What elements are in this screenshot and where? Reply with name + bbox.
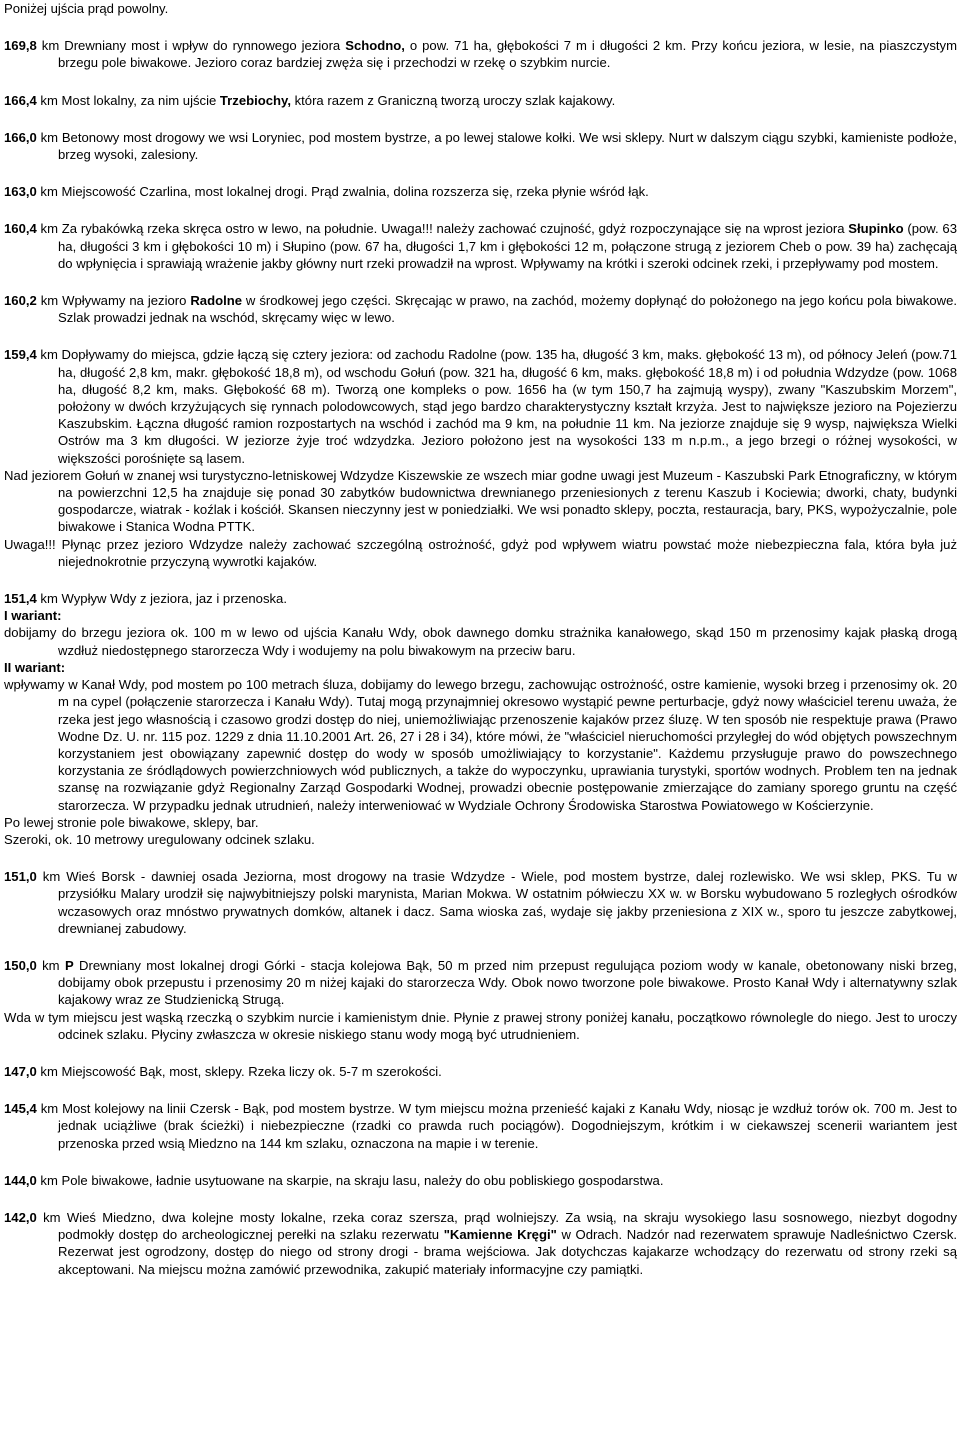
entry-bold-name: Schodno, <box>345 38 405 54</box>
entry-159-4 <box>4 346 957 570</box>
entry-bold-name: Trzebiochy, <box>219 92 291 108</box>
entry-km: 166,4 <box>4 92 37 108</box>
entry-text: (pow. 63 ha, długości 3 km i głębokości 10 m) i Słupino (pow. 67 ha, długości 1,7 km i głębokości 12 m, połączone strugą z jeziorem Cheb o pow. 39 ha) zachęcają do wpłynięcia i sprawiają wrażenie jakby główny nurt rzeki prowadził na wprost. Wpływamy na krótki i szeroki odcinek rzeki, i przepływamy pod mostem. <box>58 221 957 271</box>
entry-166-4 <box>4 92 957 109</box>
entry-bold-name: Słupinko <box>848 221 904 237</box>
entry-text: Miejscowość Czarlina, most lokalnej drogi. Prąd zwalnia, dolina rozszerza się, rzeka płynie wśród łąk. <box>57 184 649 200</box>
entry-km: 160,2 <box>4 293 37 309</box>
entry-text: o pow. 71 ha, głębokości 7 m i długości 2 km. Przy końcu jeziora, w lesie, na piaszczystym brzegu pole biwakowe. Jezioro coraz bardziej zwęża się i przechodzi w rzekę o szybkim nurcie. <box>58 38 957 71</box>
entry-text: Wieś Borsk - dawniej osada Jeziorna, most drogowy na trasie Wdzydze - Wiele, pod mostem bystrze, dalej rozlewisko. We wsi sklep, PKS. Tu w przysiółku Malary urodził się najwybitniejszy polski marynista, Marian Mokwa. W ostatnim półwieczu XX w. w Borsku wybudowano 5 rozległych ośrodków wczasowych oraz mnóstwo prywatnych domków, altanek i dacz. Sama wioska zaś, wydaje się jakby przeniesiona z XIX w., sporo tu jeszcze zabytkowej, drewnianej zabudowy. <box>58 869 957 936</box>
variant-label: II wariant: <box>4 659 66 675</box>
entry-km: 150,0 <box>4 957 37 973</box>
entry-text: Dopływamy do miejsca, gdzie łączą się cztery jeziora: od zachodu Radolne (pow. 135 ha, długość 3 km, maks. głębokość 13 m), od północy Jeleń (pow.71 ha, długość 2,8 km, makr. głębokość 18,8 m), od wschodu Gołuń (pow. 321 ha, długość 6 km, maks. głębokość 18,8 m) i od południa Wdzydze (pow. 1068 ha, długość 8,2 km, maks. Głębokość 68 m). Tworzą one kompleks o pow. 1656 ha (w tym 150,7 ha zajmują wyspy), zwany "Kaszubskim Morzem", położony w dwóch krzyżujących się rynnach polodowcowych, stąd jego bardzo charakterystyczny kształt krzyża. Jest to największe jezioro na Pojezierzu Kaszubskim. Łączna długość ramion rozpostartych na wschód i zachód ma 9 km, na południe 11 km. Na jeziorze znajduje się 9 wysp, największa Wielki Ostrów ma 3 km długości. W jeziorze żyje troć wdzydzka. Jezioro położono jest na wysokości 133 m n.p.m., a jego brzegi o różnej wysokości, w większości porośnięte są lasem. <box>57 347 958 466</box>
entry-km-unit: km <box>36 38 60 54</box>
entry-text: Most lokalny, za nim ujście <box>57 92 220 108</box>
entry-km-unit: km <box>36 1063 58 1079</box>
entry-text: Wpływamy na jezioro <box>58 293 191 309</box>
entry-km-unit: km <box>36 869 61 885</box>
entry-text: Pole biwakowe, ładnie usytuowane na skarpie, na skraju lasu, należy do obu pobliskiego gospodarstwa. <box>57 1172 664 1188</box>
entry-km-unit: km <box>36 1172 58 1188</box>
entry-text: Drewniany most i wpływ do rynnowego jeziora <box>59 38 346 54</box>
entry-km-unit: km <box>36 1101 59 1117</box>
entry-151-0 <box>4 868 957 937</box>
entry-km-unit: km <box>36 957 60 973</box>
entry-text: Drewniany most lokalnej drogi Górki - stacja kolejowa Bąk, 50 m przed nim przepust regulująca poziom wody w kanale, obetonowany niski brzeg, dobijamy obok przepustu i przenosimy 20 m niżej kajaki do starorzecza Wdy. Obok nowo tworzone pole biwakowe. Prosto Kanał Wdy i alternatywny szlak kajakowy wraz ze Studzienicką Strugą. <box>58 957 958 1008</box>
entry-bold-name: Radolne <box>190 293 242 309</box>
entry-km: 166,0 <box>4 129 37 145</box>
intro-text: Poniżej ujścia prąd powolny. <box>4 1 169 16</box>
entry-km-unit: km <box>36 1209 61 1225</box>
entry-km-unit: km <box>36 293 59 309</box>
entry-text: w środkowej jego części. Skręcając w prawo, na zachód, możemy dopłynąć do położonego na jego końcu pola biwakowe. Szlak prowadzi jednak na wschód, skręcamy więc w lewo. <box>58 293 957 326</box>
entry-km-unit: km <box>36 184 58 200</box>
entry-145-4 <box>4 1100 957 1152</box>
entry-km: 160,4 <box>4 221 37 237</box>
entry-km: 163,0 <box>4 184 37 200</box>
entry-text: która razem z Graniczną tworzą uroczy szlak kajakowy. <box>290 92 616 108</box>
entry-160-2 <box>4 292 957 326</box>
entry-166-0 <box>4 129 957 163</box>
entry-text: Wieś Miedzno, dwa kolejne mosty lokalne, rzeka coraz szersza, prąd wolniejszy. Za wsią, na skraju wysokiego lasu sosnowego, niezbyt dogodny podmokły dostęp do archeologicznej perełki na szlaku rezerwatu <box>58 1209 958 1243</box>
entry-paragraph: Nad jeziorem Gołuń w znanej wsi turystyczno-letniskowej Wdzydze Kiszewskie ze wszech miar godne uwagi jest Muzeum - Kaszubski Park Etnograficzny, w którym na powierzchni 12,5 ha znajduje się ponad 30 zabytków budownictwa drewnianego przeniesionych z terenu Kaszub i Kociewia; dworki, chaty, budynki gospodarcze, wiatrak - koźlak i kościół. Skansen nieczynny jest w poniedziałki. We wsi ponadto sklepy, poczta, restauracja, bary, PKS, wypożyczalnie, pole biwakowe i Stanica Wodna PTTK. <box>4 467 957 535</box>
entry-km: 147,0 <box>4 1063 37 1079</box>
entry-text: Most kolejowy na linii Czersk - Bąk, pod mostem bystrze. W tym miejscu można przenieść kajaki z Kanału Wdy, niosąc je wzdłuż torów ok. 700 m. Jest to jednak uciążliwe (brak ścieżki) i niebezpieczne (rzadki co prawda ruch pociągów). Dogodniejszym, krótkim i w ciekawszej scenerii wariantem jest przenoska przed wsią Miedzno na 144 km szlaku, oznaczona na mapie i w terenie. <box>58 1101 957 1151</box>
entry-km: 159,4 <box>4 347 37 363</box>
entry-text: Wypływ Wdy z jeziora, jaz i przenoska. <box>57 591 287 607</box>
entry-text: Miejscowość Bąk, most, sklepy. Rzeka liczy ok. 5-7 m szerokości. <box>57 1063 442 1079</box>
entry-bold-name: "Kamienne Kręgi" <box>443 1227 557 1243</box>
variant-text: wpływamy w Kanał Wdy, pod mostem po 100 metrach śluza, dobijamy do lewego brzegu, zachowując ostrożność, ostre kamienie, wysoki brzeg i przenosimy ok. 20 m na cypel (połączenie starorzecza i Kanału Wdy). Tutaj mogą przynajmniej okresowo wystąpić pewne perturbacje, gdyż nowy właściciel terenu uważa, że rzeka jest jego własnością i czasowo grodzi dostęp do niej, uniemożliwiając przenoszenie kajaków przez śluzę. W ten sposób nie respektuje prawa (Prawo Wodne Dz. U. nr. 115 poz. 1229 z dnia 11.10.2001 Art. 26, 27 i 28 i 34), które mówi, że "właściciel nieruchomości przyległej do wód objętych powszechnym korzystaniem jest obowiązany zapewnić dostęp do wody w sposób umożliwiający to korzystanie". Każdemu przysługuje prawo do powszechnego korzystania ze śródlądowych powierzchniowych wód publicznych, a także do wypoczynku, uprawiania turystyki, sportów wodnych. Problem ten na jednak szansę na rozwiązanie gdyż Regionalny Zarząd Gospodarki Wodnej, prowadzi obecnie postępowanie zmierzające do zamiany sporego gruntu na część starorzecza. W przypadku jednak utrudnień, należy interweniować w Wydziale Ochrony Środowiska Starostwa Powiatowego w Kościerzynie. <box>4 677 957 813</box>
entry-km: 142,0 <box>4 1209 37 1225</box>
entry-km-unit: km <box>36 129 59 145</box>
entry-paragraph: Po lewej stronie pole biwakowe, sklepy, bar. <box>4 814 259 830</box>
entry-km-unit: km <box>36 92 58 108</box>
entry-142-0 <box>4 1209 957 1278</box>
entry-text: Betonowy most drogowy we wsi Loryniec, pod mostem bystrze, a po lewej stalowe kołki. We wsi sklepy. Nurt w dalszym ciągu szybki, kamieniste podłoże, brzeg wysoki, zalesiony. <box>58 129 957 163</box>
variant-text: dobijamy do brzegu jeziora ok. 100 m w lewo od ujścia Kanału Wdy, obok dawnego domku strażnika kanałowego, skąd 150 m przenosimy kajak płaską drogą wzdłuż niedostępnego starorzecza Wdy i wodujemy na polu biwakowym na przeciw baru. <box>4 625 957 658</box>
entry-paragraph: Szeroki, ok. 10 metrowy uregulowany odcinek szlaku. <box>4 831 315 847</box>
entry-bold-name: P <box>59 957 74 973</box>
entry-km: 144,0 <box>4 1172 37 1188</box>
entry-163-0 <box>4 183 957 200</box>
entry-km: 145,4 <box>4 1101 37 1117</box>
entry-km: 169,8 <box>4 38 37 54</box>
entry-warning: Uwaga!!! Płynąc przez jezioro Wdzydze należy zachować szczególną ostrożność, gdyż pod wpływem wiatru powstać może niebezpieczna fala, która była już niejednokrotnie przyczyną wywrotki kajaków. <box>4 536 957 569</box>
variant-label: I wariant: <box>4 608 62 624</box>
entry-150-0 <box>4 957 957 1043</box>
entry-km: 151,4 <box>4 591 37 607</box>
entry-text: w Odrach. Nadzór nad rezerwatem sprawuje Nadleśnictwo Czersk. Rezerwat jest ogrodzony, dostęp do niego od strony drogi - brama wejściowa. Jak dotychczas kajakarze wchodzący do rezerwatu od strony rzeki są akceptowani. Na miejscu można zamówić przewodnika, zakupić materiały informacyjne czy pamiątki. <box>58 1227 957 1277</box>
entry-151-4 <box>4 590 957 848</box>
entry-km-unit: km <box>36 221 59 237</box>
entry-147-0 <box>4 1063 957 1080</box>
entry-km-unit: km <box>36 347 58 363</box>
entry-paragraph: Wda w tym miejscu jest wąską rzeczką o szybkim nurcie i kamienistym dnie. Płynie z prawej strony poniżej kanału, początkowo równolegle do niego. Jest to uroczy odcinek szlaku. Płyciny zwłaszcza w okresie niskiego stanu wody mogą być utrudnieniem. <box>4 1009 957 1042</box>
entry-km: 151,0 <box>4 869 37 885</box>
entry-text: Za rybakówką rzeka skręca ostro w lewo, na południe. Uwaga!!! należy zachować czujność, gdyż rozpoczynające się na wprost jeziora <box>58 221 849 237</box>
entry-km-unit: km <box>36 591 58 607</box>
entry-169-8 <box>4 37 957 71</box>
entry-144-0 <box>4 1172 957 1189</box>
entry-160-4 <box>4 220 957 272</box>
